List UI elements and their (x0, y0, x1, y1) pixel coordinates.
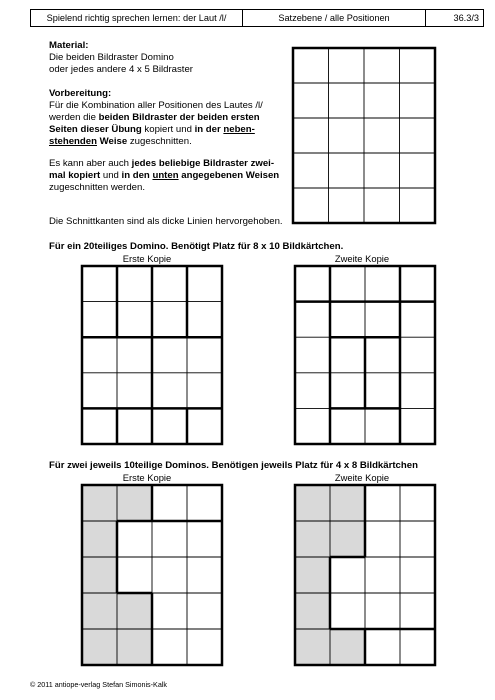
cut-note: Die Schnittkanten sind als dicke Linien hervorgehoben. (49, 216, 283, 227)
header-title: Spielend richtig sprechen lernen: der Laut /l/ (31, 10, 243, 26)
section-2-caption-left: Erste Kopie (122, 472, 172, 483)
preparation-block (49, 88, 263, 148)
material-line-2: oder jedes andere 4 x 5 Bildraster (49, 64, 193, 75)
preparation-line-2: werden die beiden Bildraster der beiden ersten (49, 112, 260, 123)
alternative-line-3: zugeschnitten werden. (49, 182, 145, 193)
section-2-title: Für zwei jeweils 10teilige Dominos. Benötigen jeweils Platz für 4 x 8 Bildkärtchen (49, 460, 418, 471)
header-page-number: 36.3/3 (453, 13, 479, 23)
preparation-line-3: Seiten dieser Übung kopiert und in der neben- (49, 124, 255, 135)
header-bar (30, 9, 484, 27)
section-1-title: Für ein 20teiliges Domino. Benötigt Platz für 8 x 10 Bildkärtchen. (49, 241, 344, 252)
grid-section-1-second-copy (295, 266, 435, 444)
header-section: Satzebene / alle Positionen (243, 10, 426, 26)
preparation-line-1: Für die Kombination aller Positionen des Lautes /l/ (49, 100, 263, 111)
section-2-caption-right: Zweite Kopie (334, 472, 390, 483)
grid-section-2-first-copy (82, 485, 222, 665)
section-1-caption-right: Zweite Kopie (334, 253, 390, 264)
material-heading: Material: (49, 40, 89, 51)
material-block (49, 40, 193, 76)
footer-copyright: © 2011 antiope-verlag Stefan Simonis-Kalk (30, 680, 168, 689)
grid-top-right (293, 48, 435, 223)
alternative-line-1: Es kann aber auch jedes beliebige Bildraster zwei- (49, 158, 275, 169)
preparation-line-4: stehenden Weise zugeschnitten. (49, 136, 192, 147)
grid-section-2-second-copy (295, 485, 435, 665)
material-line-1: Die beiden Bildraster Domino (49, 52, 174, 63)
section-1-caption-left: Erste Kopie (122, 253, 172, 264)
preparation-heading: Vorbereitung: (49, 88, 112, 99)
grid-section-1-first-copy (82, 266, 222, 444)
alternative-line-2: mal kopiert und in den unten angegebenen Weisen (49, 170, 280, 181)
alternative-block (49, 158, 279, 194)
